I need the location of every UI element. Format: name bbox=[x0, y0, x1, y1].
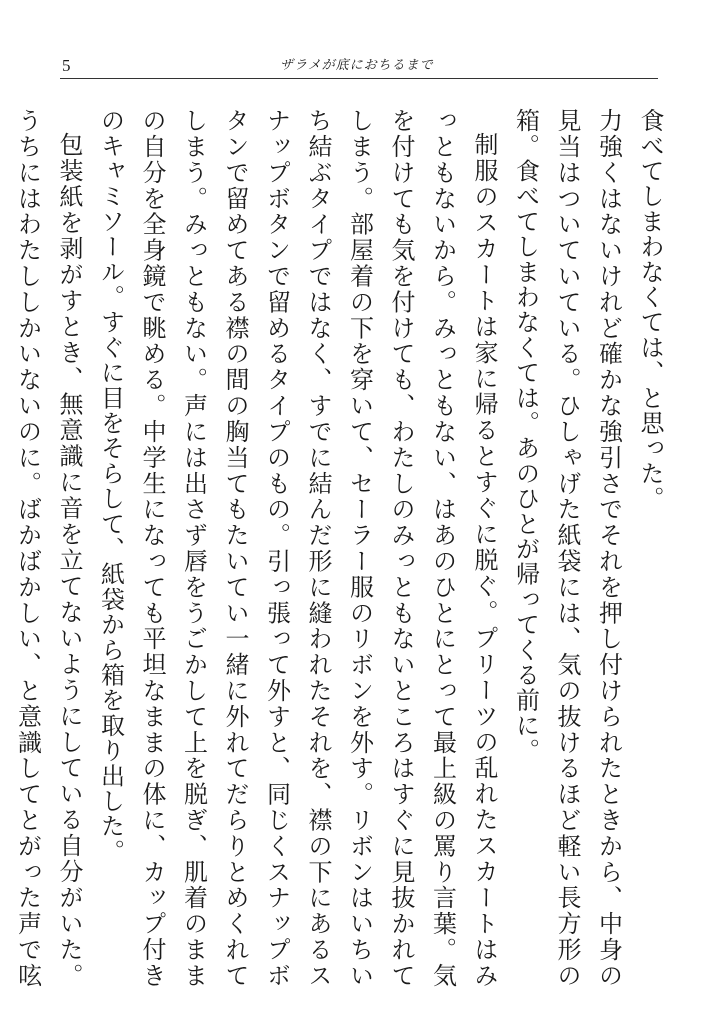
paragraph-1: 食べてしまわなくては、と思った。 bbox=[636, 108, 664, 512]
header-divider bbox=[60, 78, 658, 79]
paragraph-4: 包装紙を剥がすとき、無意識に音を立てないようにしている自分がいた。うちにはわたししかいないのに。ばかばかしい、と意識してとがった声で呟 bbox=[13, 108, 83, 988]
paragraph-2: 力強くはないけれど確かな強引さでそれを押し付けられたときから、中身の見当はついていている。ひしゃげた紙袋には、気の抜けるほど軽い長方形の箱。食べてしまわなくては。あのひとが帰ってくる前に。 bbox=[511, 108, 623, 988]
body-text bbox=[13, 108, 670, 988]
paragraph-3: 制服のスカートは家に帰るとすぐに脱ぐ。プリーツの乱れたスカートはみっともないから。みっともない、はあのひとにとって最上級の罵り言葉。気を付けても気を付けても、わたしのみっともないところはすぐに見抜かれてしまう。部屋着の下を穿いて、セーラー服のリボンを外す。リボンはいちいち結ぶタイプではなく、すでに結んだ形に縫われたそれを、襟の下にあるスナップボタンで留めるタイプのもの。引っ張って外すと、同じくスナップボタンで留めてある襟の間の胸当てもたいてい一緒に外れてだらりとめくれてしまう。みっともない。声には出さず唇をうごかして上を脱ぎ、肌着のままの自分を全身鏡で眺める。中学生になっても平坦なままの体に、カップ付きのキャミソール。すぐに目をそらして、紙袋から箱を取り出した。 bbox=[96, 108, 498, 988]
running-head-title: ザラメが底におちるまで bbox=[280, 58, 434, 73]
page-number: 5 bbox=[62, 56, 71, 75]
